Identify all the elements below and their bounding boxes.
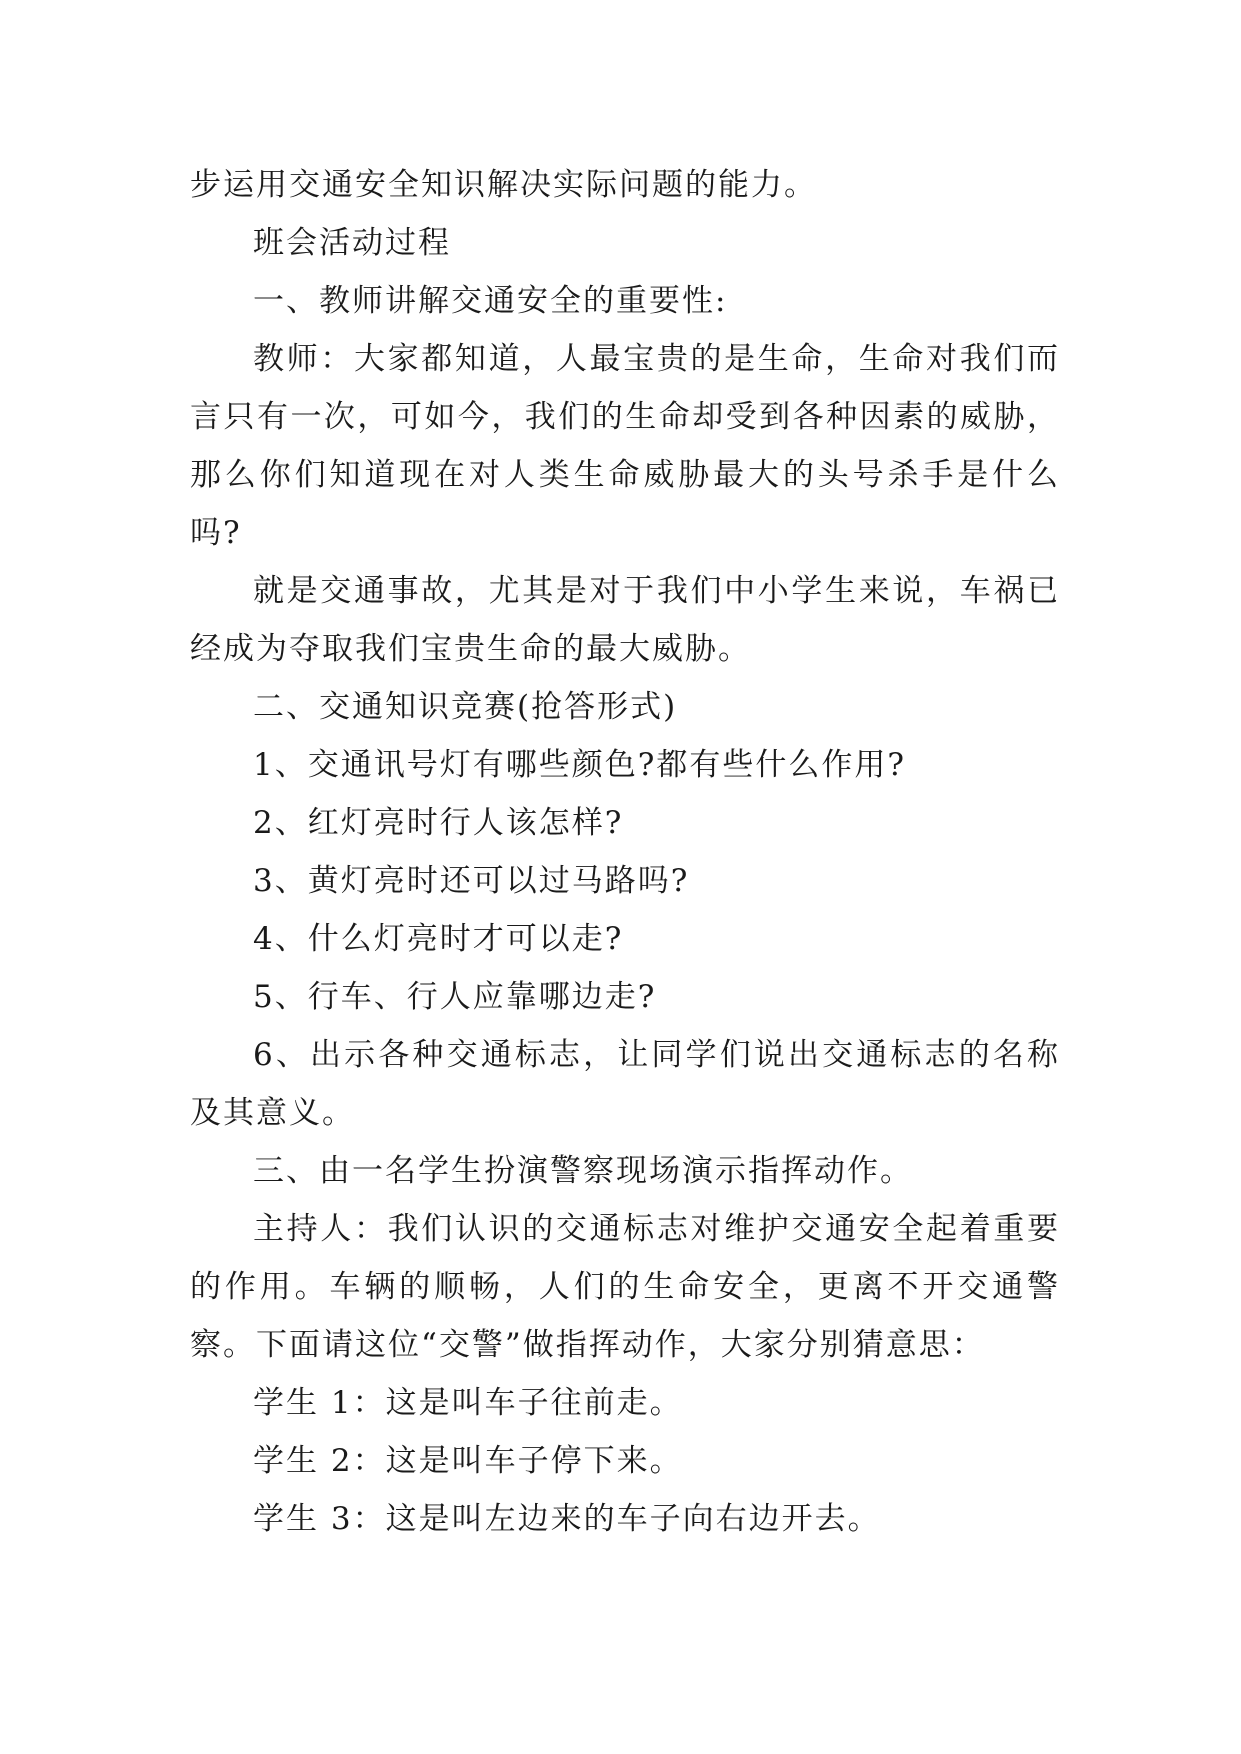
paragraph-student-2: 学生 2：这是叫车子停下来。	[253, 1443, 683, 1479]
section-heading-1: 一、教师讲解交通安全的重要性:	[253, 283, 728, 319]
list-item-question-2: 2、红灯亮时行人该怎样?	[253, 805, 624, 841]
section-heading-2: 二、交通知识竞赛(抢答形式)	[253, 689, 678, 725]
list-item-question-3: 3、黄灯亮时还可以过马路吗?	[253, 863, 690, 899]
paragraph-student-1: 学生 1：这是叫车子往前走。	[253, 1385, 683, 1421]
list-item-question-1: 1、交通讯号灯有哪些颜色?都有些什么作用?	[253, 747, 906, 783]
paragraph-accident: 就是交通事故，尤其是对于我们中小学生来说，车祸已经成为夺取我们宝贵生命的最大威胁。	[190, 573, 1060, 667]
list-item-question-4: 4、什么灯亮时才可以走?	[253, 921, 624, 957]
list-item-question-6: 6、出示各种交通标志，让同学们说出交通标志的名称及其意义。	[190, 1037, 1060, 1131]
paragraph-student-3: 学生 3：这是叫左边来的车子向右边开去。	[253, 1501, 881, 1537]
section-heading-process: 班会活动过程	[253, 225, 451, 261]
document-body	[190, 156, 1060, 1548]
paragraph-teacher: 教师：大家都知道，人最宝贵的是生命，生命对我们而言只有一次，可如今，我们的生命却受到各种因素的威胁，那么你们知道现在对人类生命威胁最大的头号杀手是什么吗?	[190, 341, 1060, 551]
paragraph-host: 主持人：我们认识的交通标志对维护交通安全起着重要的作用。车辆的顺畅，人们的生命安全，更离不开交通警察。下面请这位“交警”做指挥动作，大家分别猜意思：	[190, 1211, 1060, 1363]
list-item-question-5: 5、行车、行人应靠哪边走?	[253, 979, 657, 1015]
paragraph-continuation: 步运用交通安全知识解决实际问题的能力。	[190, 167, 817, 203]
section-heading-3: 三、由一名学生扮演警察现场演示指挥动作。	[253, 1153, 913, 1189]
